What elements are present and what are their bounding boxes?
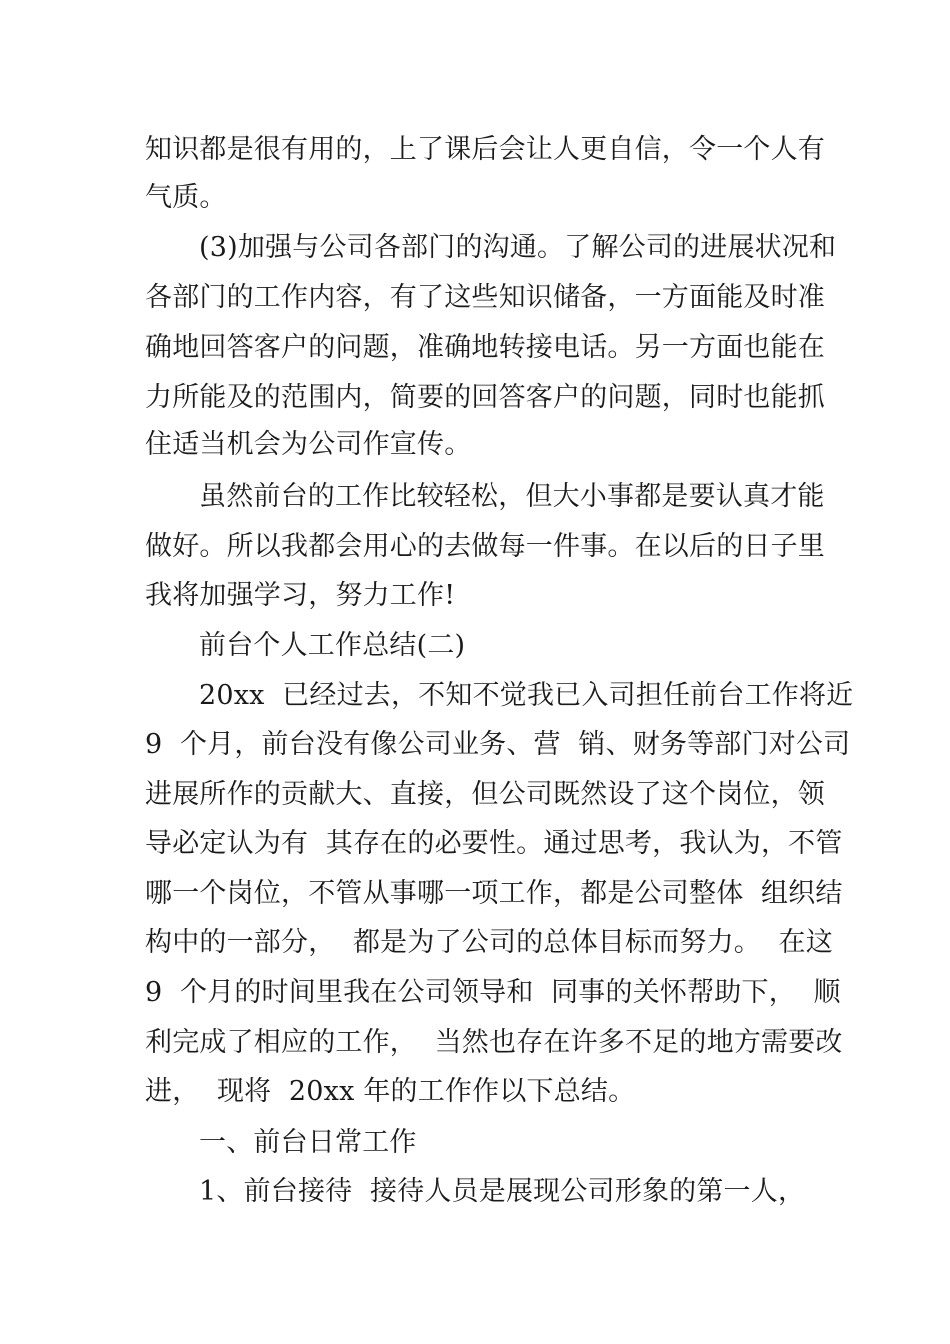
text-line: 确地回答客户的问题，准确地转接电话。另一方面也能在 <box>145 332 825 363</box>
text-line: 力所能及的范围内，简要的回答客户的问题，同时也能抓 <box>145 382 825 413</box>
text-line: 导必定认为有 其存在的必要性。通过思考，我认为，不管 <box>145 828 843 859</box>
text-line: 9 个月的时间里我在公司领导和 同事的关怀帮助下， 顺 <box>145 977 841 1008</box>
text-line: 哪一个岗位，不管从事哪一项工作，都是公司整体 组织结 <box>145 878 843 909</box>
text-line: 20xx 已经过去，不知不觉我已入司担任前台工作将近 <box>199 680 854 711</box>
text-line: 虽然前台的工作比较轻松，但大小事都是要认真才能 <box>199 481 825 512</box>
text-line: 住适当机会为公司作宣传。 <box>145 429 472 460</box>
text-line: 进， 现将 20xx 年的工作作以下总结。 <box>145 1076 636 1107</box>
text-line: 气质。 <box>145 182 227 213</box>
text-line: 做好。所以我都会用心的去做每一件事。在以后的日子里 <box>145 531 825 562</box>
section-heading: 前台个人工作总结(二) <box>199 630 466 661</box>
text-line: 构中的一部分， 都是为了公司的总体目标而努力。 在这 <box>145 927 833 958</box>
text-line: 知识都是很有用的，上了课后会让人更自信，令一个人有 <box>145 134 825 165</box>
text-line: 各部门的工作内容，有了这些知识储备，一方面能及时准 <box>145 282 825 313</box>
text-line: 进展所作的贡献大、直接，但公司既然设了这个岗位，领 <box>145 779 825 810</box>
text-line: (3)加强与公司各部门的沟通。了解公司的进展状况和 <box>199 232 837 263</box>
text-line: 我将加强学习，努力工作! <box>145 580 456 611</box>
text-line: 1、前台接待 接待人员是展现公司形象的第一人， <box>199 1176 806 1207</box>
text-line: 利完成了相应的工作， 当然也存在许多不足的地方需要改 <box>145 1027 843 1058</box>
text-line: 9 个月，前台没有像公司业务、营 销、财务等部门对公司 <box>145 729 851 760</box>
section-heading: 一、前台日常工作 <box>199 1127 417 1158</box>
